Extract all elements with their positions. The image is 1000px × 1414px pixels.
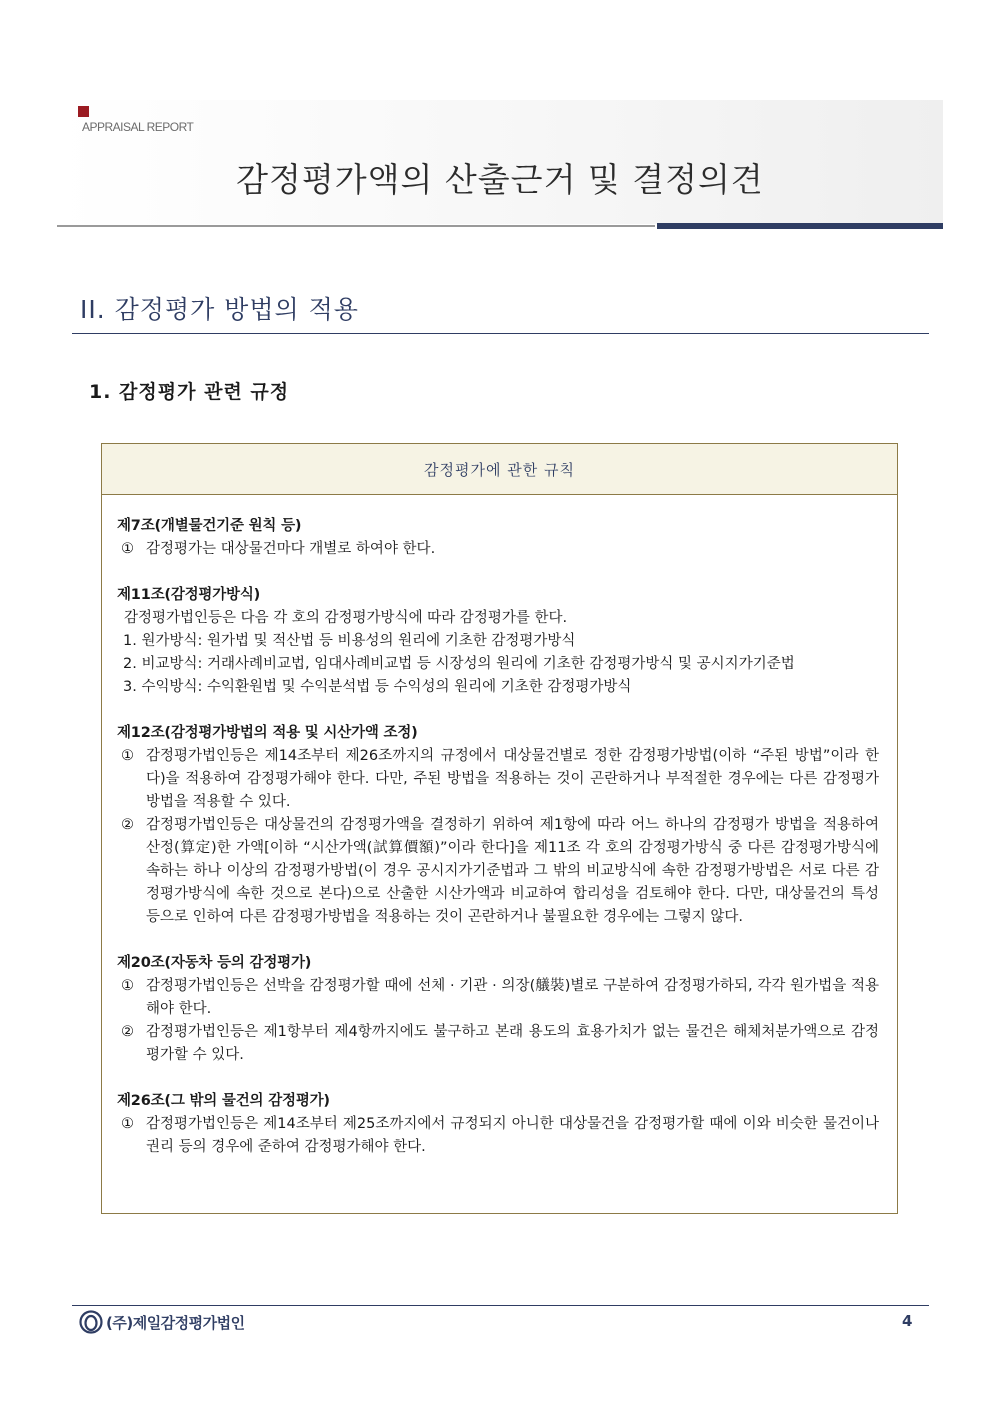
paragraph-marker: ②: [121, 1024, 134, 1040]
article-intro: 감정평가법인등은 다음 각 호의 감정평가방식에 따라 감정평가를 한다.: [124, 610, 568, 626]
company-name: (주)제일감정평가법인: [106, 1314, 245, 1332]
paragraph-text: 감정평가법인등은 제14조부터 제26조까지의 규정에서 대상물건별로 정한 감정평가방법(이하 “주된 방법”이라 한다)을 적용하여 감정평가해야 한다. 다만, 주된 방법을 적용하는 것이 곤란하거나 부적절한 경우에는 다른 감정평가방법을 적용할 수 있다.: [146, 748, 879, 810]
section-divider: [72, 333, 929, 334]
regulation-box-heading: 감정평가에 관한 규칙: [102, 444, 897, 495]
article-26: [117, 1090, 879, 1159]
article-title: 제12조(감정평가방법의 적용 및 시산가액 조정): [117, 725, 418, 741]
section-title: II. 감정평가 방법의 적용: [80, 295, 359, 324]
brand-tag: APPRAISAL REPORT: [82, 120, 194, 134]
regulation-box: [101, 443, 898, 1214]
brand-marker: [78, 106, 89, 117]
list-item: 3. 수익방식: 수익환원법 및 수익분석법 등 수익성의 원리에 기초한 감정평가방식: [123, 679, 632, 695]
article-title: 제20조(자동차 등의 감정평가): [117, 955, 312, 971]
paragraph-text: 감정평가법인등은 제1항부터 제4항까지에도 불구하고 본래 용도의 효용가치가 없는 물건은 해체처분가액으로 감정평가할 수 있다.: [146, 1024, 879, 1063]
paragraph-text: 감정평가법인등은 선박을 감정평가할 때에 선체 · 기관 · 의장(艤裝)별로 구분하여 감정평가하되, 각각 원가법을 적용해야 한다.: [146, 978, 879, 1017]
header-divider-thin: [57, 225, 655, 227]
article-12: [117, 722, 879, 929]
list-item: 2. 비교방식: 거래사례비교법, 임대사례비교법 등 시장성의 원리에 기초한 감정평가방식 및 공시지가기준법: [123, 656, 795, 672]
regulation-box-body: [102, 495, 897, 1159]
list-item: 1. 원가방식: 원가법 및 적산법 등 비용성의 원리에 기초한 감정평가방식: [123, 633, 576, 649]
paragraph-marker: ②: [121, 817, 134, 833]
article-title: 제11조(감정평가방식): [117, 587, 261, 603]
paragraph-marker: ①: [121, 748, 134, 764]
header-divider-thick: [657, 223, 943, 229]
paragraph-text: 감정평가법인등은 대상물건의 감정평가액을 결정하기 위하여 제1항에 따라 어느 하나의 감정평가 방법을 적용하여 산정(算定)한 가액[이하 “시산가액(試算價額)”이라 한다]을 제11조 각 호의 감정평가방식 중 다른 감정평가방식에 속하는 하나 이상의 감정평가방법(이 경우 공시지가기준법과 그 밖의 비교방식에 속한 감정평가방법은 서로 다른 감정평가방식에 속한 것으로 본다)으로 산출한 시산가액과 비교하여 합리성을 검토해야 한다. 다만, 대상물건의 특성 등으로 인하여 다른 감정평가방법을 적용하는 것이 곤란하거나 불필요한 경우에는 그렇지 않다.: [146, 817, 879, 925]
article-paragraph: [117, 814, 879, 929]
page-title: 감정평가액의 산출근거 및 결정의견: [236, 160, 764, 199]
article-paragraph: [117, 538, 879, 561]
article-7: [117, 515, 879, 561]
paragraph-text: 감정평가법인등은 제14조부터 제25조까지에서 규정되지 아니한 대상물건을 감정평가할 때에 이와 비슷한 물건이나 권리 등의 경우에 준하여 감정평가해야 한다.: [146, 1116, 879, 1155]
article-title: 제7조(개별물건기준 원칙 등): [117, 518, 302, 534]
article-title: 제26조(그 밖의 물건의 감정평가): [117, 1093, 330, 1109]
paragraph-marker: ①: [121, 1116, 134, 1132]
footer-divider: [72, 1305, 929, 1306]
subsection-title: 1. 감정평가 관련 규정: [89, 381, 290, 403]
paragraph-marker: ①: [121, 541, 134, 557]
article-paragraph: [117, 1021, 879, 1067]
page-number: 4: [902, 1312, 913, 1330]
company-logo-icon: [79, 1310, 103, 1334]
article-20: [117, 952, 879, 1067]
paragraph-text: 감정평가는 대상물건마다 개별로 하여야 한다.: [146, 541, 436, 557]
article-paragraph: [117, 1113, 879, 1159]
paragraph-marker: ①: [121, 978, 134, 994]
article-paragraph: [117, 975, 879, 1021]
article-11: [117, 584, 879, 699]
article-paragraph: [117, 745, 879, 814]
